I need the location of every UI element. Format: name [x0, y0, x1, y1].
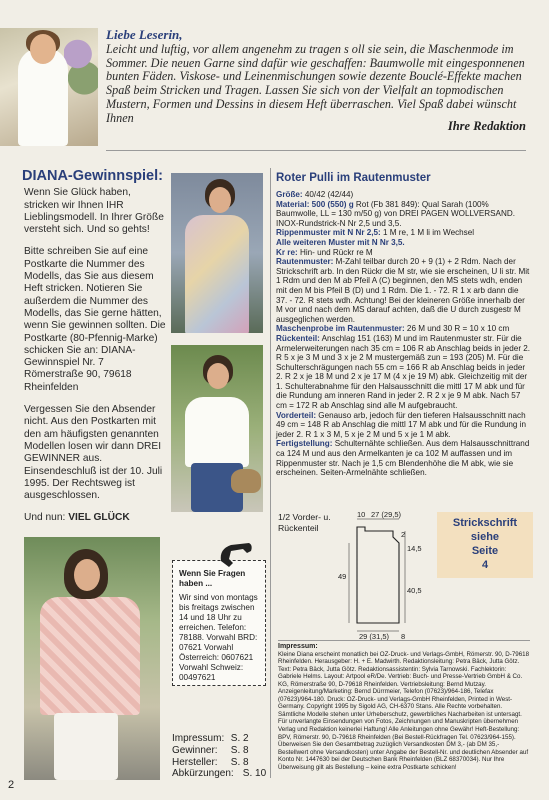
gluck-prefix: Und nun: — [24, 512, 69, 524]
gewinnspiel-section — [24, 170, 166, 535]
model-photo-2 — [171, 345, 263, 512]
basket — [231, 469, 261, 493]
page-index — [172, 733, 266, 780]
impressum-heading: Impressum: — [278, 643, 318, 650]
pattern-line: Rautenmuster: M-Zahl teilbar durch 20 + 9 (1) + 2 Rdm. Nach der Strickschrift arb. In den Rückr die M str, wie sie erscheinen, U li str. Mit 1 Rdm und den M ab Pfeil A (C) beginnen, den MS stets wdh, enden mit den M bis Pfeil B (D) und 1 Rdm. Die 1. - 72. R 1 x arb dann die 37. - 72. R stets wdh. Achtung! Bei der kleineren Größe innerhalb der M vor und nach dem MS darauf achten, daß die U durch zusgestr M ausgeglichen werden. — [276, 257, 530, 324]
m-right-1: 2 — [401, 530, 406, 539]
signature: Ihre Redaktion — [447, 119, 526, 133]
schematic-svg — [335, 511, 435, 641]
model-photo-1 — [171, 173, 263, 333]
model-face — [30, 34, 56, 64]
model-face — [209, 187, 231, 213]
pattern-line: Vorderteil: Genauso arb, jedoch für den tieferen Halsausschnitt nach 49 cm = 148 R ab Anschlag die mittl 17 M abk und für die Rundung in jeder 2. R 1 x 3 M, 5 x je 2 M und 5 x je 1 M abk. — [276, 410, 526, 439]
model-sweater — [185, 215, 249, 333]
pattern-line: Größe: 40/42 (42/44) — [276, 190, 354, 199]
pattern-line: Fertigstellung: Schulternähte schließen. Aus dem Halsausschnittrand ca 124 M und aus den Armelkanten je ca 102 M auffassen und im Rippenmuster str. Nach je 1,5 cm Blendenhöhe die M abk, wie sie erscheinen. Seiten-Armelnähte schließen. — [276, 439, 530, 478]
impressum-text: Kleine Diana erscheint monatlich bei OZ-Druck- und Verlags-GmbH, Römerstr. 90, D-79618 Rheinfelden. Herausgeber: H. + E. Madwirth. Redaktionsleitung: Petra Bäck, Jutta Götz. Text: Petra Bäck, Jutta Götz. Redaktionsassistentin: Sylvia Tarnowski. Fachlektorin: Gabriele Helms. Layout: Artpool eR/De. Vertrieb: Buch- und Presse-Vertrieb GmbH & Co. KG, Römerstraße 90, D-79618 Rheinfelden. Vertriebsleitung: Bernd Mutzay. Anzeigenleitung/Marketing: Bernd Dürrmeier, Telefon (07623)/964-186, Telefax (07623)/964-180. Druck: OZ-Druck- und Verlags-GmbH Rheinfelden, Printed in West-Germany. Copyright 1995 by Sigold AG, CH-6370 Stans. Alle Rechte vorbehalten. Sämtliche Modelle stehen unter Urheberschutz, gewerbliches Nacharbeiten ist untersagt. Für unverlangte Einsendungen von Fotos, Zeichnungen und Manuskripten übernehmen Verlag und Redaktion keinerlei Haftung! Alle Anleitungen ohne Gewähr! Heft-Bestellung: BPV, Römerstr. 90, D-79618 Rheinfelden (Bei Bestell-Rückfragen Tel. 07623/964-155). Überweisen Sie den Gesamtbetrag zuzüglich Versandkosten DM 3,- (ab DM 35,- Bestellwert ohne Versandkosten) unter Angabe der Bestell-Nr. und deutlichen Absender auf Konto Nr. 1447630 bei der Deutschen Bank Rheinfelden (BLZ 68370034). Nur Ihre Überweisung gilt als Bestellung – keine extra Postkarte schicken! — [278, 650, 530, 771]
pattern-line: Rippenmuster mit N Nr 2,5: 1 M re, 1 M li im Wechsel — [276, 228, 475, 238]
index-item: Hersteller: S. 8 — [172, 756, 249, 768]
gewinnspiel-paragraph-4 — [24, 512, 166, 524]
page-number: 2 — [8, 779, 15, 791]
pattern-title: Roter Pulli im Rautenmuster — [276, 172, 431, 184]
m-top-1: 10 — [357, 511, 366, 519]
editorial-photo — [0, 28, 98, 146]
pattern-line: Rückenteil: Anschlag 151 (163) M und im Rautenmuster str. Für die Armelerweiterungen nach 35 cm = 106 R ab Anschlag beids in jeder 2. R 5 x je 3 M und 3 x je 2 M mustergemäß zun = 193 (205) M. Für die Schulterschrägungen nach 55 cm = 166 R ab Anschlag beids in jeder 2. R 2 x je 18 M und 2 x je 17 M (4 x je 19 M) abk. Gleichzeitig mit der 1. Schulterabnahme für den Halsausschnitt die mittl 17 M abk und für die Rundung am inneren Rand in jeder 2. R 2 x je 9 M abk. Nach 57 cm = 172 R ab Anschlag sind alle M aufgebraucht. — [276, 333, 531, 411]
gewinnspiel-paragraph-2: Bitte schreiben Sie auf eine Postkarte die Nummer des Modells, das Sie aus diesem Heft stricken. Notieren Sie außerdem die Nummer des Modells, das Sie gerne hätten, wenn Sie gewinnen sollten. Die Postkarte (80-Pfennig-Marke) schicken Sie an: DIANA-Gewinnspiel Nr. 7 Römerstraße 90, 79618 Rheinfelden — [24, 246, 166, 393]
m-bottom: 29 (31,5) — [359, 632, 390, 641]
index-item: Abkürzungen: S. 10 — [172, 768, 267, 780]
m-top-2: 27 (29,5) — [371, 511, 402, 519]
m-bottom-2: 8 — [401, 632, 406, 641]
divider — [270, 168, 271, 778]
gewinnspiel-paragraph-3: Vergessen Sie den Absender nicht. Aus den Postkarten mit den am häufigsten genannten Modellen losen wir dann DREI GEWINNER aus. Einsendeschluß ist der 10. Juli 1995. Der Rechtsweg ist ausgeschlossen. — [24, 404, 163, 502]
pattern-line: Maschenprobe im Rautenmuster: 26 M und 30 R = 10 x 10 cm — [276, 324, 510, 334]
gewinnspiel-paragraph-1: Wenn Sie Glück haben, stricken wir Ihnen IHR Lieblingsmodell. In Ihrer Größe versteht sich. Und so gehts! — [24, 187, 164, 236]
pattern-line: Material: 500 (550) g Rot (Fb 381 849): Qual Sarah (100% Baumwolle, LL = 130 m/50 g) von DREI PAGEN WOLLVERSAND. INOX-Rundstrick-N Nr 2,5 und 3,5. — [276, 199, 515, 228]
strick-line-2: siehe — [470, 531, 500, 543]
pattern-line: Kr re: Hin- und Rückr re M — [276, 247, 373, 257]
flowers-decoration — [64, 36, 98, 96]
strick-line-4: 4 — [481, 559, 489, 571]
model-face — [207, 363, 229, 389]
m-left: 49 — [338, 572, 347, 581]
strick-line-3: Seite — [471, 545, 499, 557]
contact-title: Wenn Sie Fragen haben ... — [179, 569, 246, 588]
strick-line-1: Strickschrift — [452, 517, 518, 529]
divider — [106, 150, 526, 151]
model-photo-3 — [24, 537, 160, 780]
editorial-intro — [106, 27, 526, 133]
telephone-icon — [215, 539, 255, 569]
garment-outline — [357, 527, 399, 623]
pattern-line: Alle weiteren Muster mit N Nr 3,5. — [276, 237, 405, 247]
contact-body: Wir sind von montags bis freitags zwischen 14 und 18 Uhr zu erreichen. Telefon: 78188. Vorwahl BRD: 07621 Vorwahl Österreich: 0607621 Vorwahl Schweiz: 00497621 — [179, 593, 258, 682]
schematic-diagram — [335, 511, 435, 641]
model-pink-sweater — [40, 597, 140, 715]
model-white-top — [185, 397, 249, 467]
strickschrift-box — [437, 512, 533, 578]
impressum-block — [278, 640, 530, 771]
greeting: Liebe Leserin, — [106, 27, 183, 42]
gewinnspiel-title: DIANA-Gewinnspiel: — [22, 168, 163, 184]
gluck-bold: VIEL GLÜCK — [68, 512, 130, 524]
contact-box — [172, 560, 266, 686]
index-item: Impressum: S. 2 — [172, 733, 249, 744]
diagram-label: 1/2 Vorder- u. Rückenteil — [278, 512, 331, 533]
m-right-3: 40,5 — [407, 586, 422, 595]
model-face — [74, 559, 100, 591]
index-item: Gewinner: S. 8 — [172, 744, 249, 756]
m-right-2: 14,5 — [407, 544, 422, 553]
pattern-instructions — [276, 190, 531, 478]
intro-text: Leicht und luftig, vor allem angenehm zu tragen s oll sie sein, die Maschenmode im Sommer. Die neuen Garne sind dafür wie geschaffen: Baumwolle mit eingesponnenen bunten Fäden. Viskose- und Leinenmischungen sowie dezente Bouclé-Effekte machen Spaß beim Stricken und Tragen. Lassen Sie sich von der Vielfalt an topmodischen Mustern, Formen und Dessins in diesem Heft überraschen. Viel Spaß dabei wünscht Ihnen — [106, 41, 525, 125]
model-white-pants — [54, 713, 118, 780]
